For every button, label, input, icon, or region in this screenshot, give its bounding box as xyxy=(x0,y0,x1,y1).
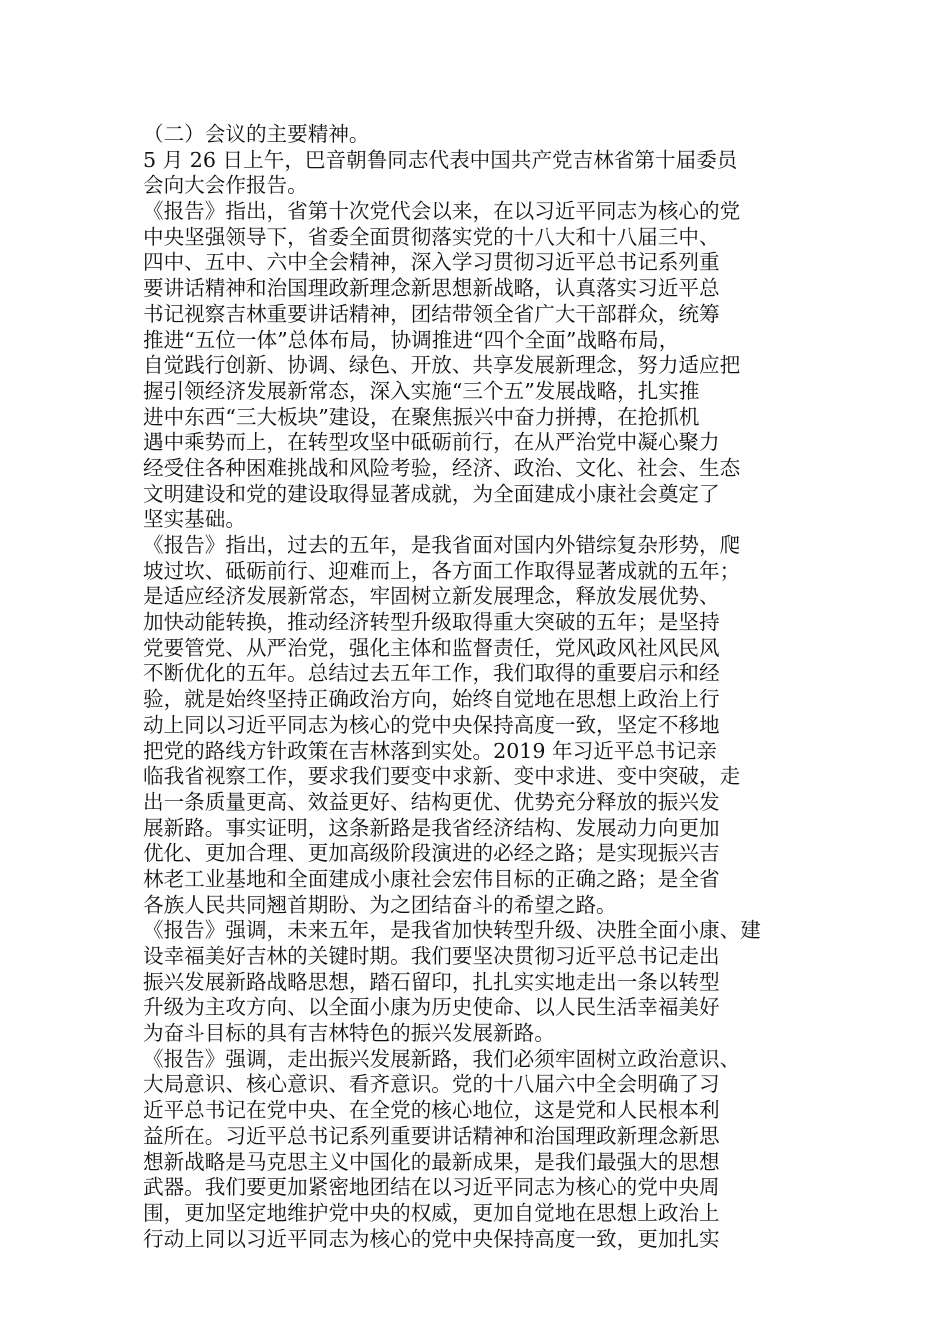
text-line: 坚实基础。 xyxy=(143,507,246,532)
text-line: 围，更加坚定地维护党中央的权威，更加自觉地在思想上政治上 xyxy=(143,1200,720,1225)
text-line: 优化、更加合理、更加高级阶段演进的必经之路；是实现振兴吉 xyxy=(143,841,720,866)
text-line: 设幸福美好吉林的关键时期。我们要坚决贯彻习近平总书记走出 xyxy=(143,944,720,968)
text-line: 大局意识、核心意识、看齐意识。党的十八届六中全会明确了习 xyxy=(143,1072,720,1097)
text-line: 《报告》指出，过去的五年，是我省面对国内外错综复杂形势，爬 xyxy=(143,533,741,557)
text-line: 行动上同以习近平同志为核心的党中央保持高度一致，更加扎实 xyxy=(143,1226,720,1251)
text-line: 不断优化的五年。总结过去五年工作，我们取得的重要启示和经 xyxy=(143,661,720,686)
text-line: 经受住各种困难挑战和风险考验，经济、政治、文化、社会、生态 xyxy=(143,455,741,480)
text-line: 坡过坎、砥砺前行、迎难而上，各方面工作取得显著成就的五年； xyxy=(143,558,741,583)
text-line: 是适应经济发展新常态，牢固树立新发展理念，释放发展优势、 xyxy=(143,584,720,609)
text-line: 各族人民共同翘首期盼、为之团结奋斗的希望之路。 xyxy=(143,892,617,917)
text-line: 四中、五中、六中全会精神，深入学习贯彻习近平总书记系列重 xyxy=(143,250,720,275)
text-line: 《报告》强调，走出振兴发展新路，我们必须牢固树立政治意识、 xyxy=(143,1046,741,1071)
text-line: 验，就是始终坚持正确政治方向，始终自觉地在思想上政治上行 xyxy=(143,687,720,712)
text-line: 为奋斗目标的具有吉林特色的振兴发展新路。 xyxy=(143,1021,555,1046)
text-line: 益所在。习近平总书记系列重要讲话精神和治国理政新理念新思 xyxy=(143,1123,720,1148)
text-line: 要讲话精神和治国理政新理念新思想新战略，认真落实习近平总 xyxy=(143,276,720,301)
text-line: 临我省视察工作，要求我们要变中求新、变中求进、变中突破，走 xyxy=(143,764,741,789)
text-line: 中央坚强领导下，省委全面贯彻落实党的十八大和十八届三中、 xyxy=(143,224,720,249)
text-line: 动上同以习近平同志为核心的党中央保持高度一致，坚定不移地 xyxy=(143,712,720,737)
text-line: 握引领经济发展新常态，深入实施“三个五”发展战略，扎实推 xyxy=(143,378,700,403)
text-line: 《报告》指出，省第十次党代会以来，在以习近平同志为核心的党 xyxy=(143,199,741,224)
text-line: 想新战略是马克思主义中国化的最新成果，是我们最强大的思想 xyxy=(143,1149,720,1174)
text-line: 升级为主攻方向、以全面小康为历史使命、以人民生活幸福美好 xyxy=(143,995,720,1020)
text-line: 展新路。事实证明，这条新路是我省经济结构、发展动力向更加 xyxy=(143,815,720,840)
text-line: 加快动能转换，推动经济转型升级取得重大突破的五年；是坚持 xyxy=(143,610,720,635)
text-line: 进中东西“三大板块”建设，在聚焦振兴中奋力拼搏，在抢抓机 xyxy=(143,404,700,429)
text-line: 推进“五位一体”总体布局，协调推进“四个全面”战略布局， xyxy=(143,327,680,352)
text-line: 文明建设和党的建设取得显著成就，为全面建成小康社会奠定了 xyxy=(143,481,720,506)
text-line: 5 月 26 日上午，巴音朝鲁同志代表中国共产党吉林省第十届委员 xyxy=(143,147,738,172)
text-line: 《报告》强调，未来五年，是我省加快转型升级、决胜全面小康、建 xyxy=(143,918,761,943)
text-line: 党要管党、从严治党，强化主体和监督责任，党风政风社风民风 xyxy=(143,635,720,660)
text-line: 近平总书记在党中央、在全党的核心地位，这是党和人民根本利 xyxy=(143,1098,720,1123)
text-line: 书记视察吉林重要讲话精神，团结带领全省广大干部群众，统筹 xyxy=(143,301,720,326)
text-line: 会向大会作报告。 xyxy=(143,173,308,198)
text-line: 自觉践行创新、协调、绿色、开放、共享发展新理念，努力适应把 xyxy=(143,353,741,378)
text-line: 振兴发展新路战略思想，踏石留印，扎扎实实地走出一条以转型 xyxy=(143,969,720,994)
text-line: 出一条质量更高、效益更好、结构更优、优势充分释放的振兴发 xyxy=(143,789,720,814)
text-line: 林老工业基地和全面建成小康社会宏伟目标的正确之路；是全省 xyxy=(143,866,720,891)
document-body xyxy=(143,122,813,1252)
text-line: 武器。我们要更加紧密地团结在以习近平同志为核心的党中央周 xyxy=(143,1175,720,1200)
text-line: （二）会议的主要精神。 xyxy=(143,122,370,146)
text-line: 把党的路线方针政策在吉林落到实处。2019 年习近平总书记亲 xyxy=(143,738,717,763)
text-line: 遇中乘势而上，在转型攻坚中砥砺前行，在从严治党中凝心聚力 xyxy=(143,430,720,455)
